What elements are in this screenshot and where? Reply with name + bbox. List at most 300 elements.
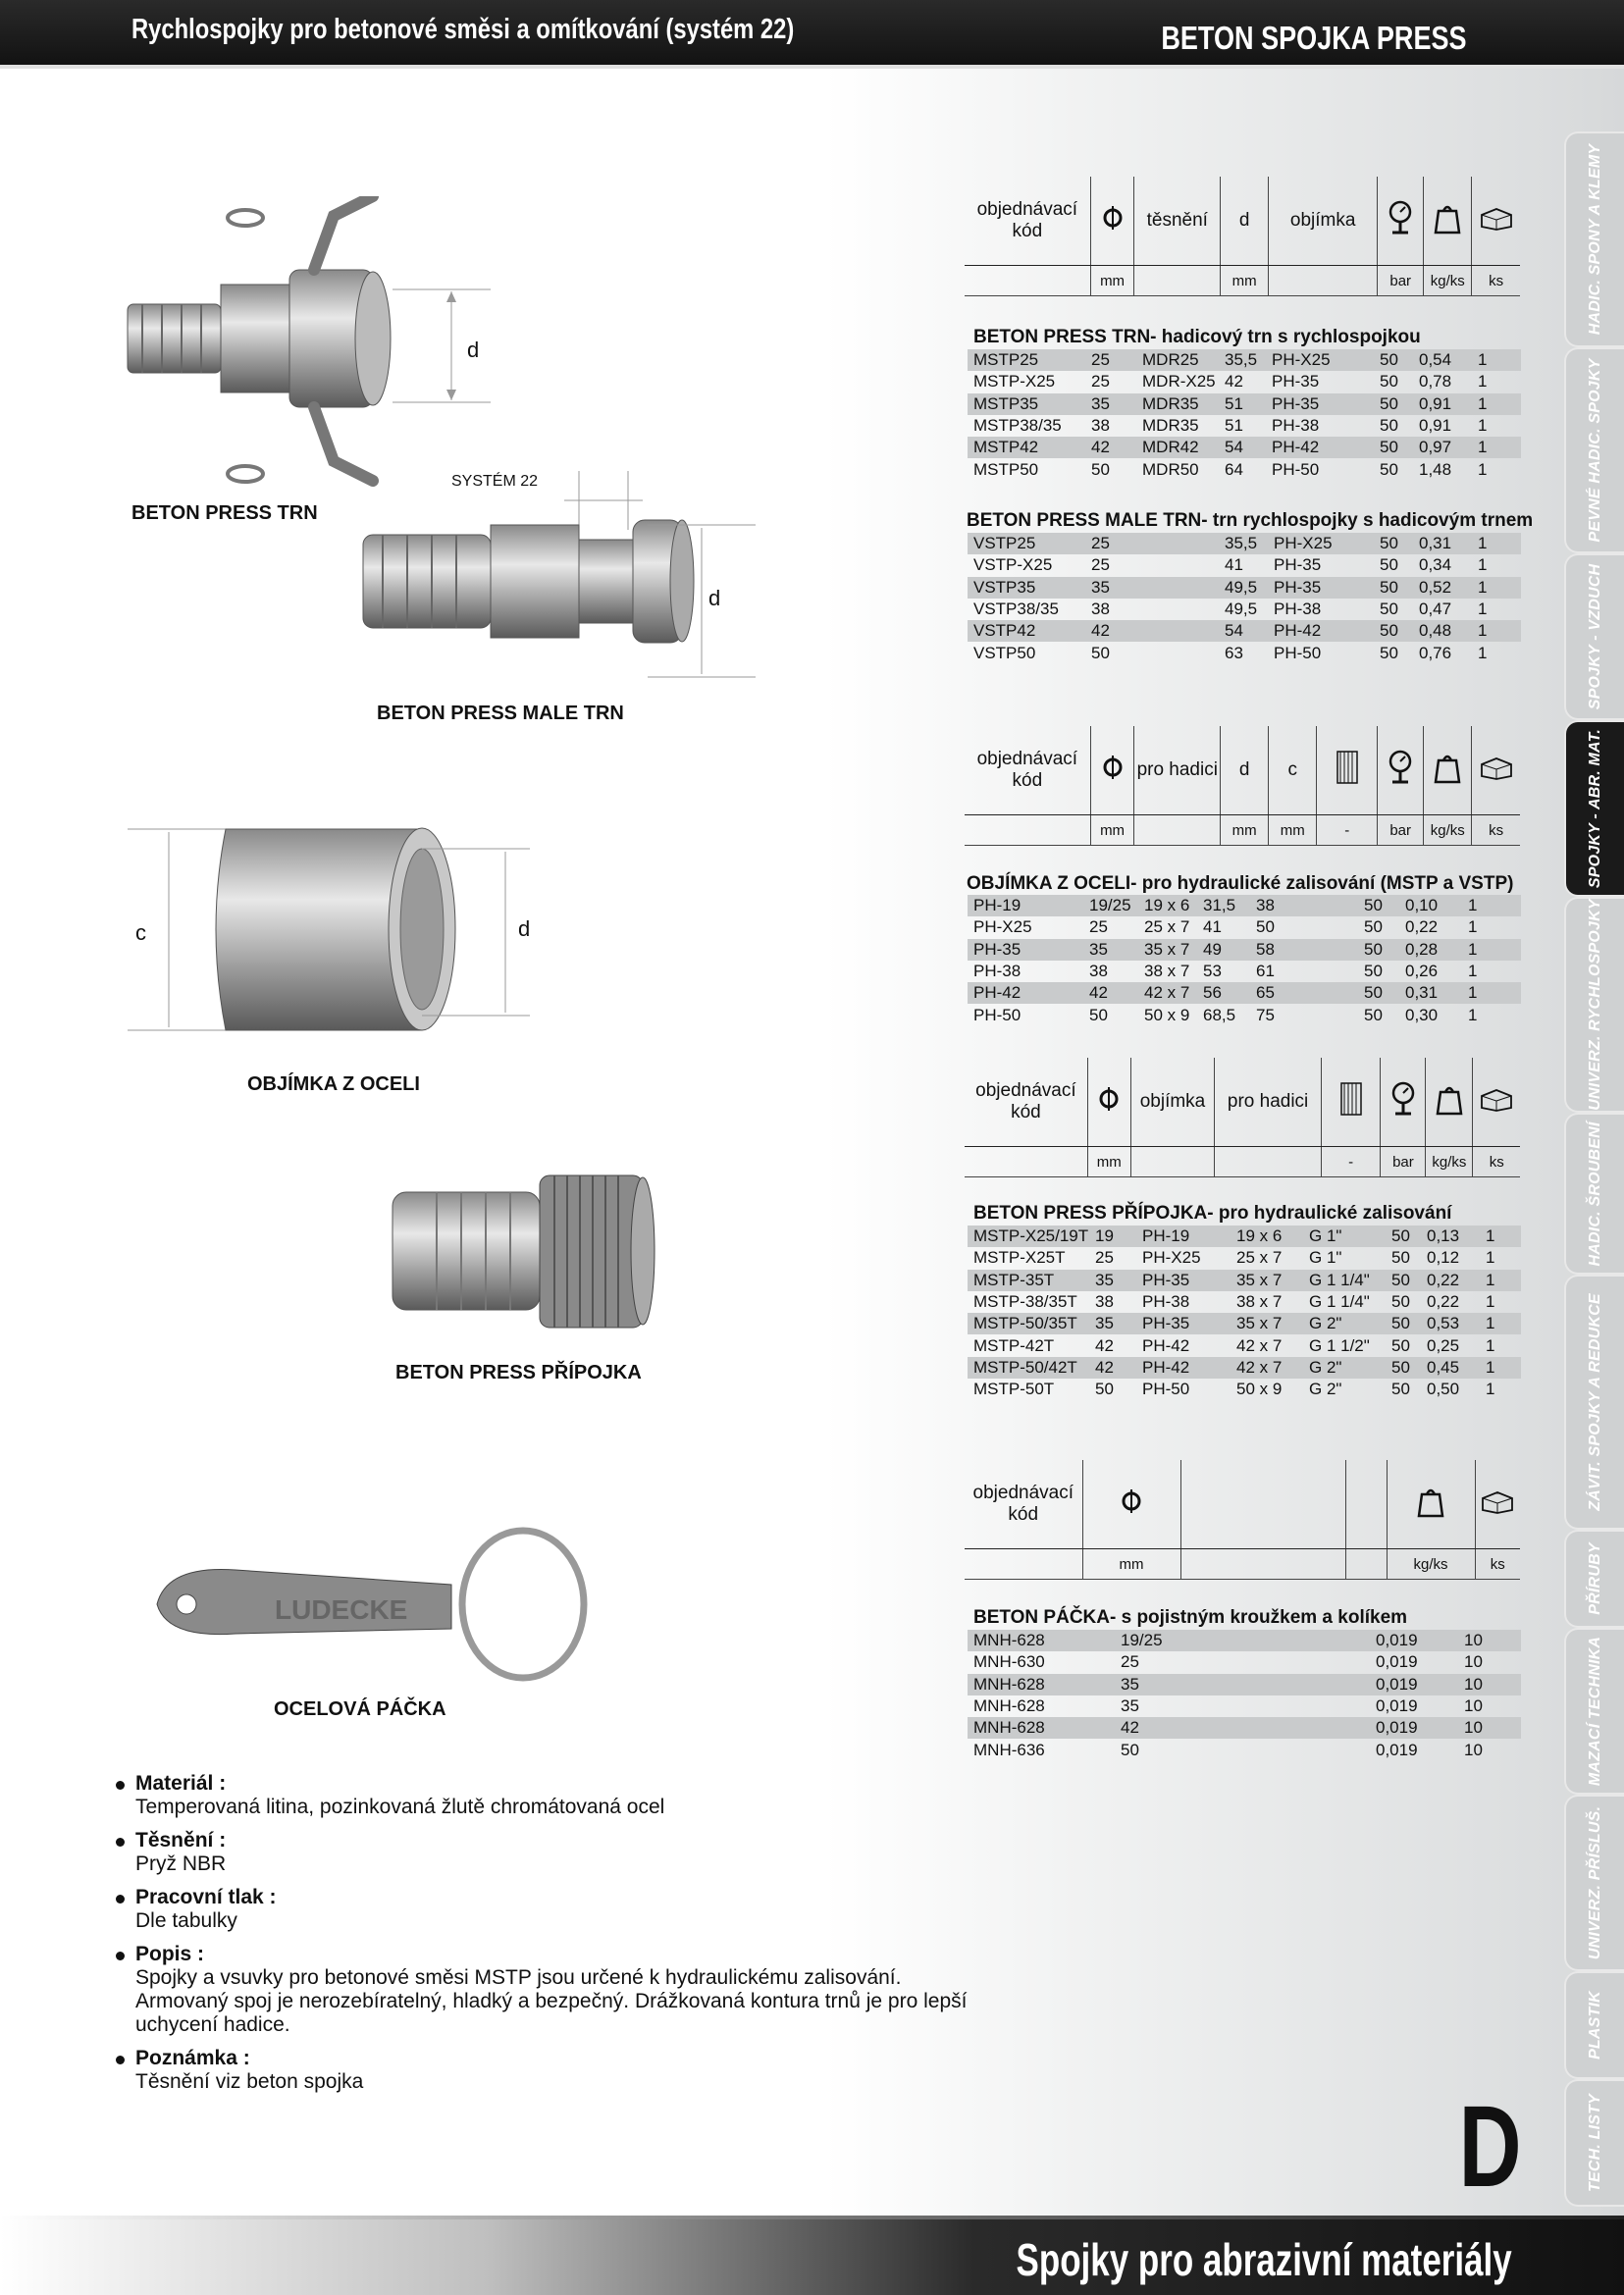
tab-tech-listy[interactable] <box>1564 2079 1624 2207</box>
table-cell: 50 <box>1121 1740 1139 1759</box>
tab-mazaci-technika[interactable] <box>1564 1628 1624 1795</box>
table-cell: MSTP35 <box>968 393 1085 415</box>
table-cell: MNH-628 <box>968 1674 1115 1695</box>
table-cell: 10 <box>1458 1630 1521 1651</box>
table-cell: 35 <box>1089 1313 1136 1334</box>
table-cell: 50 <box>1380 600 1398 619</box>
table-cell: 35,5 <box>1219 533 1268 554</box>
table-row <box>968 458 1521 480</box>
header-table-4 <box>965 1460 1520 1580</box>
table-cell <box>1309 1004 1358 1025</box>
table-cell: 19/25 <box>1083 895 1138 916</box>
table-cell: 50 <box>1091 459 1110 479</box>
table-cell: MSTP-50/35T <box>968 1313 1089 1334</box>
table-row <box>968 533 1521 554</box>
table-cell: 0,97 <box>1413 437 1472 458</box>
table-row <box>968 1379 1521 1400</box>
unit-cell: kg/ks <box>1426 1147 1473 1177</box>
table-cell <box>1309 939 1358 961</box>
table-cell: 0,019 <box>1376 1740 1418 1759</box>
table-cell: PH-35 <box>1268 577 1374 599</box>
table-cell: MSTP-X25/19T <box>968 1226 1089 1247</box>
table-cell: 35 <box>1085 577 1136 599</box>
table-cell: 50 <box>1380 555 1398 575</box>
table-cell: PH-X25 <box>1266 349 1374 371</box>
unit-cell <box>965 1549 1082 1580</box>
table-cell: 65 <box>1250 982 1309 1004</box>
bullet-icon <box>116 1895 125 1904</box>
system-label: SYSTÉM 22 <box>451 473 539 490</box>
col-d-header: d <box>1221 726 1269 815</box>
table-row <box>968 415 1521 437</box>
tab-plastik[interactable] <box>1564 1971 1624 2079</box>
table-cell: 1 <box>1468 962 1478 981</box>
unit-cell: - <box>1317 815 1378 846</box>
table-cell: 50 <box>1256 917 1275 937</box>
hose-size-icon <box>1082 1460 1180 1549</box>
table-cell: MSTP38/35 <box>973 416 1062 436</box>
table-cell: 50 <box>1380 372 1398 391</box>
table-cell: 1 <box>1480 1313 1521 1334</box>
table-row <box>968 1247 1521 1269</box>
section-title-trn: BETON PRESS TRN- hadicový trn s rychlospojkou <box>973 327 1421 347</box>
ocelova-packa-image <box>147 1526 589 1697</box>
table-row <box>968 1334 1521 1356</box>
header-left-title: Rychlospojky pro betonové směsi a omítkování (systém 22) <box>131 14 795 45</box>
table-cell: 68,5 <box>1203 1005 1236 1024</box>
table-cell: 1 <box>1478 555 1488 575</box>
spec-item <box>116 2047 979 2094</box>
col-sleeve-header: objímka <box>1269 177 1378 266</box>
table-row <box>968 895 1521 916</box>
table-cell: 50 <box>1364 962 1383 981</box>
male-trn-dim-d: d <box>708 586 721 610</box>
beton-press-trn-image <box>118 196 510 500</box>
table-cell: 31,5 <box>1197 895 1250 916</box>
section-title-pripojka: BETON PRESS PŘÍPOJKA- pro hydraulické zalisování <box>973 1203 1452 1224</box>
unit-cell <box>1215 1147 1322 1177</box>
product-label-male-trn: BETON PRESS MALE TRN <box>377 703 624 724</box>
tab-spojky-vzduch[interactable] <box>1564 553 1624 720</box>
unit-cell: kg/ks <box>1424 266 1472 296</box>
product-label-pripojka: BETON PRESS PŘÍPOJKA <box>395 1362 642 1383</box>
table-cell: 42 <box>1085 437 1136 458</box>
table-objimka <box>968 895 1521 1026</box>
table-cell: PH-X25 <box>1142 1248 1201 1268</box>
table-cell: 38 <box>1089 962 1108 981</box>
trn-dim-d: d <box>467 338 480 362</box>
table-cell: 50 <box>1364 917 1383 937</box>
table-cell: G 2" <box>1303 1357 1386 1379</box>
table-cell: 1 <box>1478 459 1488 479</box>
table-cell: PH-X25 <box>973 917 1032 937</box>
tab-spojky-abr[interactable] <box>1564 720 1624 897</box>
tab-pevne-spojky[interactable] <box>1564 347 1624 553</box>
table-row <box>968 577 1521 599</box>
header-table-2 <box>965 726 1520 846</box>
table-cell: G 1" <box>1303 1226 1386 1247</box>
table-cell: 0,54 <box>1413 349 1472 371</box>
weight-icon <box>1387 1460 1475 1549</box>
table-cell: 1 <box>1462 895 1521 916</box>
unit-cell: bar <box>1378 266 1424 296</box>
objimka-dim-d: d <box>518 916 531 941</box>
tab-label: SPOJKY - ABR. MAT. <box>1586 728 1603 889</box>
table-cell: 50 x 9 <box>1144 1005 1190 1024</box>
table-cell: 10 <box>1464 1696 1483 1716</box>
table-cell: PH-35 <box>1272 372 1320 391</box>
table-cell: G 1 1/2" <box>1309 1335 1370 1355</box>
table-cell: 25 x 7 <box>1236 1248 1283 1268</box>
header-table-1 <box>965 177 1520 296</box>
tab-hadic-sroubeni[interactable] <box>1564 1113 1624 1275</box>
table-cell: 50 <box>1391 1380 1410 1399</box>
unit-cell: ks <box>1475 1549 1520 1580</box>
table-cell: 25 <box>1121 1652 1139 1672</box>
table-row <box>968 1226 1521 1247</box>
table-cell <box>1136 577 1219 599</box>
table-cell: 50 <box>1374 393 1413 415</box>
table-cell <box>1136 554 1219 576</box>
table-cell: MDR-X25 <box>1142 372 1216 391</box>
table-cell: 0,52 <box>1413 577 1472 599</box>
objimka-dim-c: c <box>135 920 146 945</box>
product-label-packa: OCELOVÁ PÁČKA <box>274 1698 446 1720</box>
table-cell: PH-38 <box>1274 600 1322 619</box>
col-code-header: objednávací kód <box>965 726 1090 815</box>
tab-label: MAZACÍ TECHNIKA <box>1586 1636 1603 1787</box>
table-cell: 50 <box>1358 939 1399 961</box>
table-cell: 25 <box>1091 372 1110 391</box>
tab-label: HADIC. ŠROUBENÍ <box>1586 1121 1603 1267</box>
table-cell: 38 <box>1091 600 1110 619</box>
table-cell: 25 <box>1089 917 1108 937</box>
table-cell: 10 <box>1464 1740 1483 1759</box>
col-c-header: c <box>1269 726 1317 815</box>
table-cell: PH-42 <box>1136 1357 1231 1379</box>
pressure-gauge-icon <box>1378 726 1424 815</box>
table-cell: MNH-628 <box>968 1717 1115 1739</box>
unit-cell: mm <box>1090 815 1134 846</box>
header-divider <box>0 65 1624 69</box>
bullet-icon <box>116 2056 125 2064</box>
table-row <box>968 1313 1521 1334</box>
table-cell: 42 <box>1089 1357 1136 1379</box>
table-cell: 19 <box>1089 1226 1136 1247</box>
table-cell: 1 <box>1478 643 1488 662</box>
tab-label: TECH. LISTY <box>1586 2094 1603 2192</box>
col-hose-header: pro hadici <box>1134 726 1221 815</box>
table-cell: 0,91 <box>1413 393 1472 415</box>
table-cell: 50 <box>1380 459 1398 479</box>
table-cell: 0,30 <box>1405 1005 1439 1024</box>
spec-item <box>116 1886 979 1933</box>
table-cell <box>1309 961 1358 982</box>
table-cell: PH-35 <box>968 939 1083 961</box>
table-cell: PH-50 <box>1272 459 1320 479</box>
table-cell: 51 <box>1219 393 1266 415</box>
table-cell: VSTP35 <box>968 577 1085 599</box>
table-row <box>968 1695 1521 1717</box>
table-cell: MNH-636 <box>973 1740 1045 1759</box>
table-cell: MSTP-42T <box>973 1335 1055 1355</box>
package-icon <box>1475 1460 1520 1549</box>
table-cell <box>1136 599 1219 620</box>
table-cell: MSTP50 <box>973 459 1039 479</box>
spec-title: Popis : <box>135 1943 205 1965</box>
table-cell: 50 <box>1364 1005 1383 1024</box>
table-cell: 0,12 <box>1427 1248 1460 1268</box>
spec-item <box>116 1943 979 2037</box>
unit-cell: mm <box>1221 266 1269 296</box>
table-cell: 1 <box>1472 349 1521 371</box>
table-row <box>968 961 1521 982</box>
table-cell: PH-42 <box>1266 437 1374 458</box>
unit-cell: mm <box>1082 1549 1180 1580</box>
col-seal-header: těsnění <box>1134 177 1221 266</box>
table-cell: PH-42 <box>1268 620 1374 642</box>
unit-cell: ks <box>1472 266 1520 296</box>
table-cell: PH-50 <box>973 1005 1022 1024</box>
table-cell <box>1136 620 1219 642</box>
table-cell: 0,019 <box>1376 1652 1418 1672</box>
table-cell: 0,019 <box>1370 1674 1458 1695</box>
table-cell: 35,5 <box>1219 349 1266 371</box>
table-cell: 42 <box>1095 1335 1114 1355</box>
unit-cell: bar <box>1381 1147 1426 1177</box>
table-cell: 53 <box>1203 962 1222 981</box>
tab-univerz-prislus[interactable] <box>1564 1795 1624 1971</box>
table-cell: VSTP42 <box>968 620 1085 642</box>
spec-item <box>116 1772 979 1819</box>
unit-cell: mm <box>1269 815 1317 846</box>
packa-brand-text: LUDECKE <box>275 1594 408 1625</box>
table-cell: 35 <box>1089 1270 1136 1291</box>
table-cell: MNH-630 <box>973 1652 1045 1672</box>
table-cell: MDR35 <box>1136 393 1219 415</box>
table-cell: MSTP-38/35T <box>973 1292 1077 1312</box>
table-cell: 1 <box>1480 1226 1521 1247</box>
table-cell: 0,31 <box>1413 533 1472 554</box>
table-cell <box>1309 916 1358 938</box>
footer-title: Spojky pro abrazivní materiály <box>1016 2234 1512 2285</box>
table-cell: 38 <box>1095 1292 1114 1312</box>
unit-cell <box>1130 1147 1215 1177</box>
table-cell: G 1 1/4" <box>1303 1270 1386 1291</box>
table-cell: 25 x 7 <box>1144 917 1190 937</box>
table-trn <box>968 349 1521 481</box>
table-cell: 50 <box>1386 1313 1421 1334</box>
table-row <box>968 1717 1521 1739</box>
unit-cell: kg/ks <box>1424 815 1472 846</box>
table-row <box>968 916 1521 938</box>
table-cell: 1 <box>1486 1248 1495 1268</box>
table-cell: MDR50 <box>1142 459 1199 479</box>
table-cell: 54 <box>1219 437 1266 458</box>
tab-label: PŘÍRUBY <box>1586 1542 1603 1615</box>
tab-label: PEVNÉ HADIC. SPOJKY <box>1586 358 1603 543</box>
table-cell: PH-19 <box>968 895 1083 916</box>
table-cell: 1 <box>1480 1270 1521 1291</box>
weight-icon <box>1424 726 1472 815</box>
table-cell: MSTP25 <box>968 349 1085 371</box>
unit-cell <box>965 1147 1087 1177</box>
table-cell: 38 <box>1091 416 1110 436</box>
table-cell: PH-35 <box>1136 1270 1231 1291</box>
hose-size-icon <box>1090 177 1134 266</box>
table-cell: 0,13 <box>1421 1226 1480 1247</box>
table-cell: MSTP-X25T <box>973 1248 1066 1268</box>
unit-cell: ks <box>1473 1147 1520 1177</box>
tab-zavit-spojky[interactable] <box>1564 1275 1624 1530</box>
table-cell: 0,76 <box>1419 643 1452 662</box>
table-cell: 41 <box>1203 917 1222 937</box>
tab-label: SPOJKY - VZDUCH <box>1586 563 1603 710</box>
table-cell: 50 <box>1358 895 1399 916</box>
table-row <box>968 1651 1521 1673</box>
table-cell <box>1309 895 1358 916</box>
table-cell: 1 <box>1486 1335 1495 1355</box>
table-cell: 35 x 7 <box>1231 1313 1303 1334</box>
tab-hadic-spony[interactable] <box>1564 131 1624 347</box>
section-letter: D <box>1458 2082 1522 2212</box>
table-cell: 0,28 <box>1399 939 1462 961</box>
table-cell: 0,22 <box>1427 1292 1460 1312</box>
table-cell: PH-38 <box>973 962 1022 981</box>
weight-icon <box>1426 1058 1473 1147</box>
table-cell: 10 <box>1464 1652 1483 1672</box>
table-cell: G 1" <box>1309 1248 1342 1268</box>
table-cell: 50 <box>1358 982 1399 1004</box>
table-cell: 54 <box>1219 620 1268 642</box>
table-cell: 49 <box>1197 939 1250 961</box>
table-cell: 19 x 6 <box>1231 1226 1303 1247</box>
table-cell: 0,019 <box>1370 1630 1458 1651</box>
table-cell: 1 <box>1472 437 1521 458</box>
table-cell: MSTP42 <box>968 437 1085 458</box>
spec-item <box>116 1829 979 1876</box>
table-cell: 50 <box>1374 349 1413 371</box>
table-pripojka <box>968 1226 1521 1400</box>
section-title-male-trn: BETON PRESS MALE TRN- trn rychlospojky s hadicovým trnem <box>967 510 1534 531</box>
tab-univerz-rychlospojky[interactable] <box>1564 897 1624 1113</box>
unit-cell: mm <box>1221 815 1269 846</box>
table-cell: 49,5 <box>1219 577 1268 599</box>
table-row <box>968 1630 1521 1651</box>
spec-text: Pryž NBR <box>135 1852 227 1875</box>
tab-priruby[interactable] <box>1564 1530 1624 1628</box>
table-cell <box>1309 982 1358 1004</box>
table-cell: 50 <box>1380 643 1398 662</box>
table-cell: 1 <box>1472 393 1521 415</box>
tab-label: UNIVERZ. RYCHLOSPOJKY <box>1586 899 1603 1111</box>
table-cell: 42 <box>1083 982 1138 1004</box>
table-cell: G 1 1/4" <box>1309 1292 1370 1312</box>
specs-list <box>116 1772 979 2104</box>
table-cell: 0,50 <box>1427 1380 1460 1399</box>
unit-cell <box>1134 815 1221 846</box>
table-cell: PH-38 <box>1272 416 1320 436</box>
table-cell: 0,47 <box>1419 600 1452 619</box>
table-cell: 25 <box>1091 555 1110 575</box>
table-cell: PH-50 <box>1142 1380 1190 1399</box>
table-cell: 10 <box>1458 1674 1521 1695</box>
unit-cell <box>1180 1549 1345 1580</box>
table-cell: 50 <box>1374 620 1413 642</box>
unit-cell: - <box>1321 1147 1381 1177</box>
table-cell: 1,48 <box>1419 459 1452 479</box>
col-d-header: d <box>1221 177 1269 266</box>
table-cell: VSTP-X25 <box>973 555 1053 575</box>
table-cell: 1 <box>1462 982 1521 1004</box>
table-cell: 58 <box>1250 939 1309 961</box>
beton-press-male-trn-image <box>353 471 765 687</box>
table-cell: 50 <box>1374 437 1413 458</box>
table-cell: 1 <box>1468 917 1478 937</box>
table-cell: MSTP-50/42T <box>968 1357 1089 1379</box>
thread-icon <box>1317 726 1378 815</box>
table-cell: 64 <box>1225 459 1243 479</box>
table-cell: 56 <box>1197 982 1250 1004</box>
table-cell: 0,34 <box>1419 555 1452 575</box>
table-cell: MSTP-X25 <box>973 372 1056 391</box>
table-cell <box>1136 533 1219 554</box>
table-cell: 0,31 <box>1399 982 1462 1004</box>
table-cell: 0,10 <box>1399 895 1462 916</box>
unit-cell: mm <box>1090 266 1134 296</box>
col-code-header: objednávací kód <box>965 1058 1087 1147</box>
unit-cell: bar <box>1378 815 1424 846</box>
spec-title: Poznámka : <box>135 2047 250 2069</box>
table-cell: 42 <box>1115 1717 1370 1739</box>
table-cell: 63 <box>1225 643 1243 662</box>
table-cell: 1 <box>1468 1005 1478 1024</box>
table-cell: 1 <box>1462 939 1521 961</box>
package-icon <box>1472 726 1520 815</box>
unit-cell: kg/ks <box>1387 1549 1475 1580</box>
table-row <box>968 1004 1521 1025</box>
table-cell: 42 x 7 <box>1231 1357 1303 1379</box>
col-hose-header: pro hadici <box>1215 1058 1322 1147</box>
table-row <box>968 642 1521 663</box>
table-cell: 41 <box>1225 555 1243 575</box>
table-row <box>968 371 1521 392</box>
table-cell: 0,53 <box>1421 1313 1480 1334</box>
table-cell: 10 <box>1458 1717 1521 1739</box>
col-sleeve-header: objímka <box>1130 1058 1215 1147</box>
table-cell: VSTP38/35 <box>973 600 1059 619</box>
table-cell: 35 <box>1115 1674 1370 1695</box>
table-cell: 50 <box>1091 643 1110 662</box>
table-row <box>968 1291 1521 1313</box>
table-cell: 50 <box>1386 1357 1421 1379</box>
table-packa <box>968 1630 1521 1761</box>
beton-press-pripojka-image <box>388 1168 662 1334</box>
table-cell: 50 <box>1391 1335 1410 1355</box>
table-cell: 50 <box>1374 533 1413 554</box>
col-code-header: objednávací kód <box>965 177 1090 266</box>
table-cell: 1 <box>1472 577 1521 599</box>
table-cell: 35 <box>1121 1696 1139 1716</box>
table-cell: 42 x 7 <box>1236 1335 1283 1355</box>
table-cell: 35 x 7 <box>1231 1270 1303 1291</box>
table-cell: 50 x 9 <box>1236 1380 1283 1399</box>
table-row <box>968 554 1521 576</box>
package-icon <box>1473 1058 1520 1147</box>
table-cell: 1 <box>1472 620 1521 642</box>
unit-cell: mm <box>1087 1147 1130 1177</box>
tab-label: HADIC. SPONY A KLEMY <box>1586 143 1603 336</box>
